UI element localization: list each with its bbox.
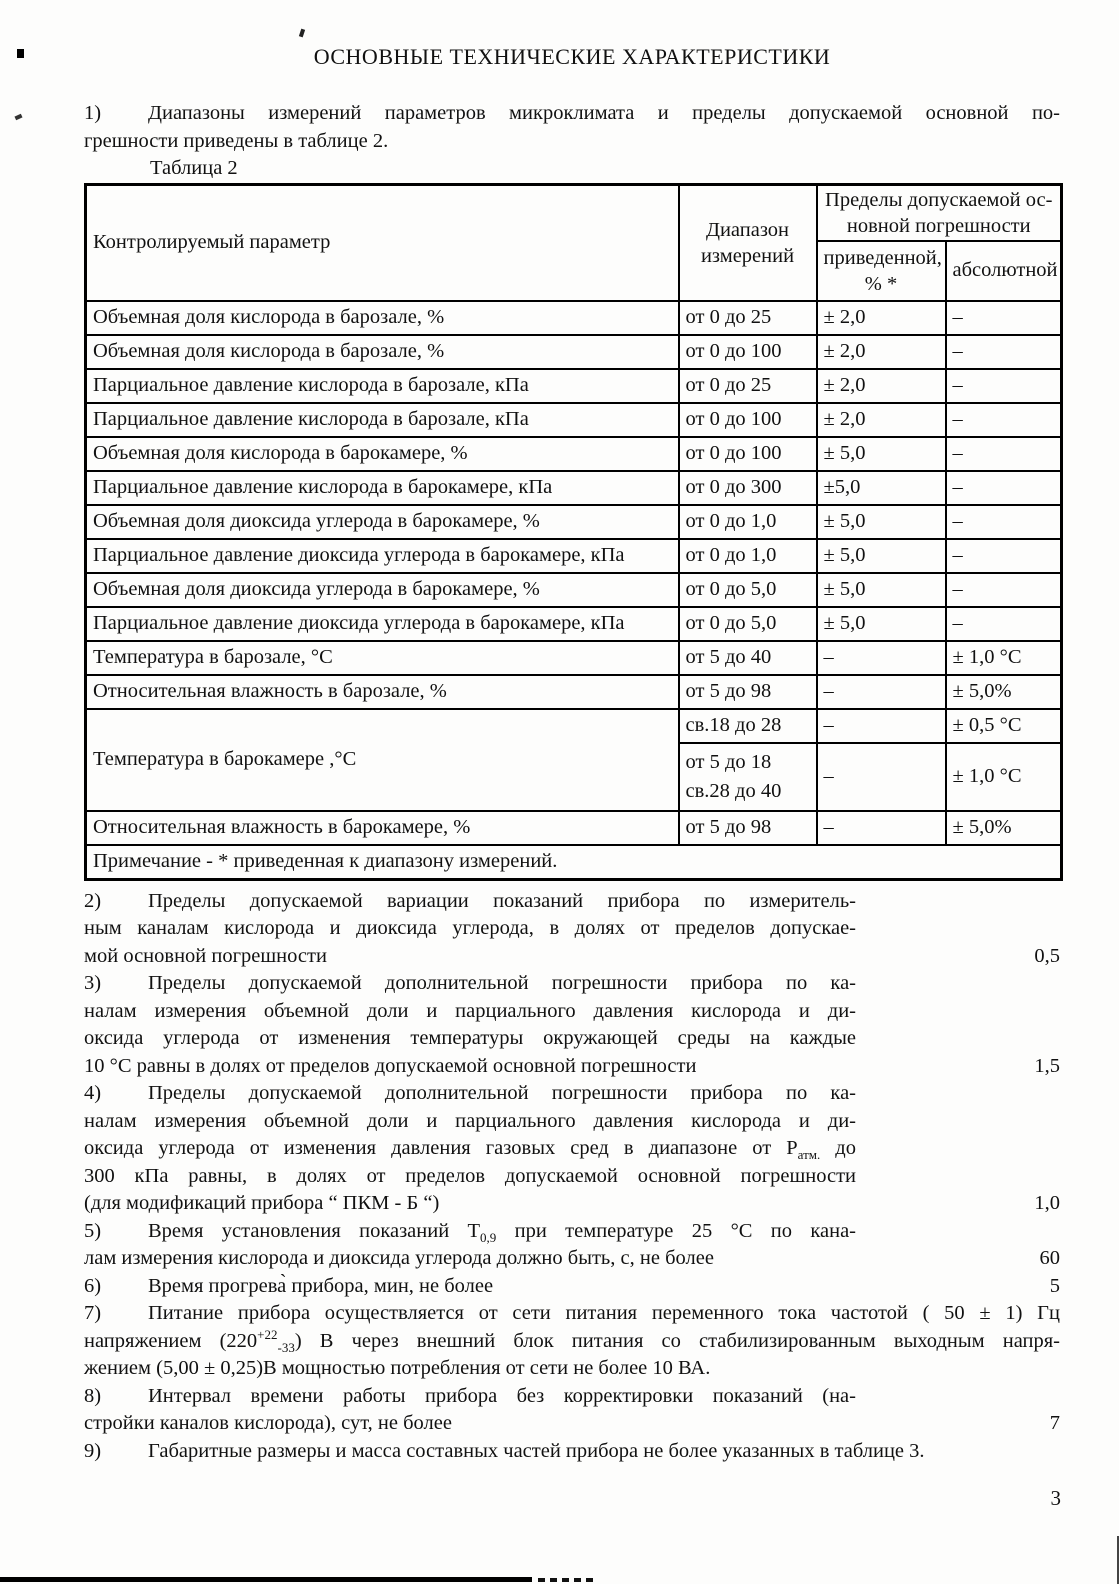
- header-error-group-cell: [817, 184, 1062, 241]
- absolute-cell: –: [946, 471, 1062, 505]
- absolute-cell: –: [946, 607, 1062, 641]
- table-row: [86, 641, 1062, 675]
- absolute-cell: ± 1,0 °С: [946, 641, 1062, 675]
- header-reduced-cell: [817, 241, 946, 301]
- absolute-cell: ± 1,0 °С: [946, 743, 1062, 811]
- item-value: 7: [1049, 1412, 1060, 1434]
- header-error-group-line: новной погрешности: [846, 214, 1031, 237]
- reduced-cell: –: [817, 743, 946, 811]
- absolute-cell: –: [946, 369, 1062, 403]
- item-value: 1,0: [1034, 1192, 1060, 1214]
- paragraph-text: Пределы допускаемой дополнительной погрешности прибора по ка-: [148, 1082, 856, 1104]
- table-row-temp-chamber-1: [86, 709, 1062, 743]
- param-cell: Парциальное давление кислорода в барозале, кПа: [86, 403, 679, 437]
- range-cell: от 0 до 100: [679, 335, 817, 369]
- subscript-atm: атм.: [797, 1147, 821, 1163]
- table-row: [86, 471, 1062, 505]
- reduced-cell: ± 5,0: [817, 539, 946, 573]
- paragraph-text: Диапазоны измерений параметров микроклимата и пределы допускаемой основной по-: [148, 102, 1060, 124]
- reduced-cell: –: [817, 709, 946, 743]
- paragraph-text: ) В через внешний блок питания со стабилизированным выходным напря-: [294, 1329, 1060, 1352]
- header-range-line: Диапазон: [705, 218, 790, 241]
- paragraph-line: мой основной погрешности: [84, 944, 327, 967]
- absolute-cell: –: [946, 573, 1062, 607]
- table-row: [86, 675, 1062, 709]
- header-range-line: измерений: [700, 244, 795, 267]
- param-cell: Парциальное давление кислорода в барокамере, кПа: [86, 471, 679, 505]
- range-cell: св.18 до 28: [679, 709, 817, 743]
- table-row: [86, 437, 1062, 471]
- paragraph-line: [84, 1300, 1060, 1328]
- page-number: 3: [1050, 1486, 1061, 1510]
- paragraph-line: налам измерения объемной доли и парциального давления кислорода и ди-: [84, 999, 856, 1022]
- table-row: [86, 607, 1062, 641]
- paragraph-line: лам измерения кислорода и диоксида углерода должно быть, с, не более: [84, 1247, 714, 1269]
- range-line: св.28 до 40: [685, 779, 782, 802]
- param-cell: Объемная доля кислорода в барозале, %: [86, 301, 679, 335]
- table-row: [86, 539, 1062, 573]
- numbered-item-4: [84, 1080, 1060, 1218]
- absolute-cell: –: [946, 335, 1062, 369]
- numbered-item-2: [84, 888, 1060, 971]
- numbered-item-5: [84, 1218, 1060, 1273]
- param-cell: Парциальное давление диоксида углерода в барокамере, кПа: [86, 539, 679, 573]
- range-cell: от 0 до 100: [679, 437, 817, 471]
- reduced-cell: ± 5,0: [817, 505, 946, 539]
- paragraph-line: [84, 1080, 856, 1108]
- paragraph-line: [84, 1135, 856, 1163]
- param-cell: Температура в барозале, °С: [86, 641, 679, 675]
- reduced-cell: ± 2,0: [817, 403, 946, 437]
- param-cell: Относительная влажность в барокамере, %: [86, 811, 679, 845]
- header-range-cell: [679, 184, 817, 301]
- param-cell: Температура в барокамере ,°С: [86, 709, 679, 811]
- note-cell: Примечание - * приведенная к диапазону измерений.: [86, 845, 1062, 880]
- reduced-cell: –: [817, 641, 946, 675]
- table-row: [86, 369, 1062, 403]
- range-cell: от 0 до 25: [679, 369, 817, 403]
- paragraph-line: [84, 1383, 856, 1411]
- paragraph-text: оксида углерода от изменения давления газовых сред в диапазоне от Р: [84, 1137, 798, 1159]
- intro-paragraph: [84, 100, 1060, 155]
- header-param-cell: Контролируемый параметр: [86, 184, 679, 301]
- paragraph-line: 300 кПа равны, в долях от пределов допускаемой основной погрешности: [84, 1164, 856, 1187]
- paragraph-line: [84, 1273, 1060, 1301]
- scan-speck: [14, 114, 22, 121]
- paragraph-line: [84, 1438, 1060, 1466]
- table-row: [86, 573, 1062, 607]
- param-cell: Парциальное давление диоксида углерода в барокамере, кПа: [86, 607, 679, 641]
- range-cell: от 0 до 5,0: [679, 607, 817, 641]
- table-row: [86, 811, 1062, 845]
- reduced-cell: ±5,0: [817, 471, 946, 505]
- range-cell: от 5 до 98: [679, 675, 817, 709]
- scan-speck: [299, 29, 305, 38]
- range-cell: от 0 до 300: [679, 471, 817, 505]
- header-error-group-line: Пределы допускаемой ос-: [825, 188, 1053, 211]
- item-number: 8): [84, 1384, 102, 1407]
- paragraph-text: Габаритные размеры и масса составных частей прибора не более указанных в таблице 3.: [148, 1439, 925, 1462]
- table-header-row: [86, 184, 1062, 241]
- numbered-item-6: [84, 1273, 1060, 1301]
- reduced-cell: ± 2,0: [817, 301, 946, 335]
- item-number: 2): [84, 889, 102, 912]
- range-cell: от 0 до 25: [679, 301, 817, 335]
- reduced-cell: ± 5,0: [817, 607, 946, 641]
- paragraph-line: грешности приведены в таблице 2.: [84, 129, 389, 152]
- item-value: 1,5: [1034, 1054, 1060, 1077]
- paragraph-text: Питание прибора осуществляется от сети питания переменного тока частотой ( 50 ± 1) Гц: [148, 1302, 1060, 1324]
- header-reduced-line: приведенной,: [823, 246, 942, 269]
- param-cell: Объемная доля диоксида углерода в барокамере, %: [86, 573, 679, 607]
- absolute-cell: ± 5,0%: [946, 811, 1062, 845]
- param-cell: Парциальное давление кислорода в барозале, кПа: [86, 369, 679, 403]
- reduced-cell: –: [817, 811, 946, 845]
- reduced-cell: ± 2,0: [817, 335, 946, 369]
- absolute-cell: –: [946, 437, 1062, 471]
- absolute-cell: ± 0,5 °С: [946, 709, 1062, 743]
- absolute-cell: –: [946, 301, 1062, 335]
- absolute-cell: –: [946, 505, 1062, 539]
- page-title: ОСНОВНЫЕ ТЕХНИЧЕСКИЕ ХАРАКТЕРИСТИКИ: [313, 44, 831, 69]
- item-number: 4): [84, 1082, 102, 1104]
- bottom-scan-bar: [0, 1577, 532, 1582]
- superscript-voltage: +22: [257, 1326, 278, 1342]
- table-row: [86, 403, 1062, 437]
- subscript-t09: 0,9: [480, 1229, 497, 1245]
- bottom-scan-bar-dashes: [538, 1578, 593, 1582]
- range-cell: от 0 до 1,0: [679, 539, 817, 573]
- paragraph-text: Время установления показаний Т: [148, 1219, 481, 1242]
- absolute-cell: –: [946, 539, 1062, 573]
- header-absolute-cell: абсолютной: [946, 241, 1062, 301]
- table-row: [86, 505, 1062, 539]
- paragraph-line: [84, 970, 856, 998]
- paragraph-text: Время прогрева̀ прибора, мин, не более: [148, 1274, 494, 1297]
- paragraph-line: [84, 100, 1060, 128]
- range-line: от 5 до 18: [685, 750, 772, 773]
- paragraph-line: [84, 1218, 856, 1246]
- paragraph-line: оксида углерода от изменения температуры окружающей среды на каждые: [84, 1027, 856, 1049]
- reduced-cell: ± 5,0: [817, 573, 946, 607]
- numbered-item-3: [84, 970, 1060, 1080]
- paragraph-text: Интервал времени работы прибора без корректировки показаний (на-: [148, 1384, 856, 1407]
- table-note-row: [86, 845, 1062, 880]
- table-caption: Таблица 2: [150, 157, 238, 179]
- paragraph-line: налам измерения объемной доли и парциального давления кислорода и ди-: [84, 1109, 856, 1132]
- paragraph-line: стройки каналов кислорода), сут, не более: [84, 1412, 452, 1434]
- param-cell: Относительная влажность в барозале, %: [86, 675, 679, 709]
- item-number: 9): [84, 1439, 102, 1462]
- param-cell: Объемная доля диоксида углерода в барокамере, %: [86, 505, 679, 539]
- subscript-voltage: -33: [277, 1339, 295, 1355]
- numbered-items: [84, 888, 1060, 1466]
- item-number: 1): [84, 102, 102, 124]
- param-cell: Объемная доля кислорода в барокамере, %: [86, 437, 679, 471]
- item-number: 7): [84, 1302, 102, 1324]
- paragraph-line: 10 °С равны в долях от пределов допускаемой основной погрешности: [84, 1054, 697, 1077]
- scan-speck: [17, 49, 24, 58]
- param-cell: Объемная доля кислорода в барозале, %: [86, 335, 679, 369]
- header-reduced-line: % *: [864, 272, 898, 295]
- reduced-cell: –: [817, 675, 946, 709]
- range-cell: от 0 до 1,0: [679, 505, 817, 539]
- range-cell: [679, 743, 817, 811]
- paragraph-line: (для модификаций прибора “ ПКМ - Б “): [84, 1192, 440, 1214]
- range-cell: от 5 до 40: [679, 641, 817, 675]
- numbered-item-7: [84, 1300, 1060, 1383]
- numbered-item-8: [84, 1383, 1060, 1438]
- numbered-item-9: [84, 1438, 1060, 1466]
- absolute-cell: –: [946, 403, 1062, 437]
- table-row: [86, 301, 1062, 335]
- item-value: 0,5: [1034, 944, 1060, 967]
- paragraph-line: [84, 1328, 1060, 1356]
- specs-table: [84, 183, 1063, 881]
- paragraph-line: жением (5,00 ± 0,25)В мощностью потребления от сети не более 10 ВА.: [84, 1357, 711, 1379]
- absolute-cell: ± 5,0%: [946, 675, 1062, 709]
- paragraph-line: ным каналам кислорода и диоксида углерода, в долях от пределов допускае-: [84, 917, 856, 939]
- item-number: 3): [84, 972, 102, 994]
- reduced-cell: ± 2,0: [817, 369, 946, 403]
- paragraph-text: напряжением (220: [84, 1329, 258, 1352]
- paragraph-line: [84, 888, 856, 916]
- paragraph-text: при температуре 25 °С по кана-: [496, 1219, 856, 1242]
- item-value: 60: [1039, 1247, 1060, 1269]
- item-number: 5): [84, 1219, 102, 1242]
- table-row: [86, 335, 1062, 369]
- range-cell: от 5 до 98: [679, 811, 817, 845]
- item-value: 5: [1049, 1274, 1060, 1297]
- range-cell: от 0 до 5,0: [679, 573, 817, 607]
- page-content: [84, 42, 1060, 1465]
- paragraph-text: до: [820, 1137, 856, 1159]
- item-number: 6): [84, 1274, 102, 1297]
- paragraph-text: Пределы допускаемой дополнительной погрешности прибора по ка-: [148, 972, 856, 994]
- paragraph-text: Пределы допускаемой вариации показаний прибора по измеритель-: [148, 889, 856, 912]
- reduced-cell: ± 5,0: [817, 437, 946, 471]
- range-cell: от 0 до 100: [679, 403, 817, 437]
